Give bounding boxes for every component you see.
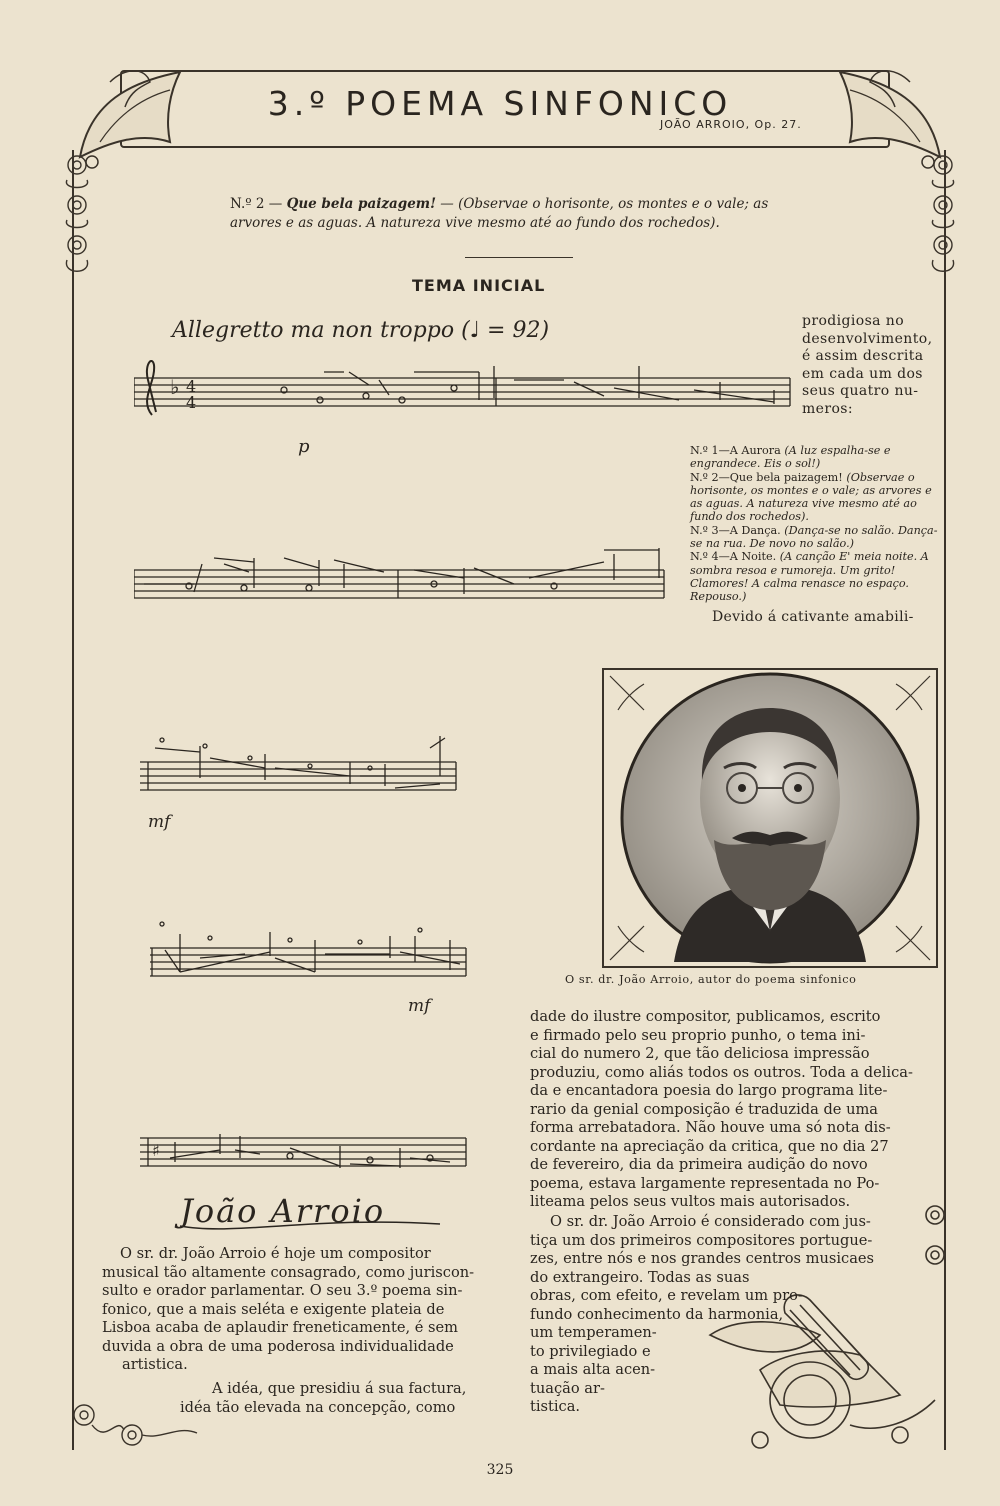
dynamic-mf-1: mf xyxy=(148,812,171,832)
text-line: fonico, que a mais seléta e exigente plateia de xyxy=(102,1300,445,1318)
text-line: obras, com efeito, e revelam um pro- xyxy=(530,1287,803,1304)
movement-list xyxy=(690,444,938,604)
text-line: de fevereiro, dia da primeira audição do novo xyxy=(530,1156,868,1173)
svg-text:♭: ♭ xyxy=(170,375,180,399)
devido-line: Devido á cativante amabili- xyxy=(712,609,914,625)
tempo-marking: Allegretto ma non troppo (♩ = 92) xyxy=(172,318,550,343)
text-line: Lisboa acaba de aplaudir freneticamente, é sem xyxy=(102,1319,458,1336)
divider xyxy=(465,257,573,258)
text-line: cordante na apreciação da critica, que no dia 27 xyxy=(530,1137,889,1155)
intro-number: N.º 2 — xyxy=(230,196,283,212)
portrait-photo xyxy=(604,670,936,966)
text-line: do extrangeiro. Todas as suas xyxy=(530,1268,750,1286)
text-line: cial do numero 2, que tão deliciosa impressão xyxy=(530,1045,870,1062)
text-line: O sr. dr. João Arroio é hoje um compositor xyxy=(120,1245,431,1262)
body-column-right xyxy=(530,1008,930,1212)
dynamic-mf-2: mf xyxy=(408,996,431,1016)
text-line: seus quatro nu- xyxy=(802,383,919,399)
portrait-caption: O sr. dr. João Arroio, autor do poema sinfonico xyxy=(565,973,857,986)
text-line: produziu, como aliás todos os outros. Toda a delica- xyxy=(530,1063,913,1081)
intro-name: Que bela paizagem! xyxy=(286,196,436,212)
text-line: a mais alta acen- xyxy=(530,1361,656,1378)
list-item: N.º 3—A Dança. (Dança-se no salão. Dança-se na rua. De novo no salão.) xyxy=(690,523,938,551)
signature-flourish-icon xyxy=(175,1216,445,1236)
music-staff-2 xyxy=(134,548,674,618)
list-item: N.º 2—Que bela paizagem! (Observae o horisonte, os montes e o vale; as arvores e as aguas. A natureza vive mesmo até ao fundo dos rochedos). xyxy=(690,470,932,524)
music-staff-1 xyxy=(134,360,794,440)
svg-text:4: 4 xyxy=(186,377,197,396)
flower-garland-right-icon xyxy=(928,150,958,290)
text-line: duvida a obra de uma poderosa individualidade xyxy=(102,1337,454,1355)
text-line: prodigiosa no xyxy=(802,313,905,329)
dynamic-p: p xyxy=(298,436,310,457)
body-column-right-2 xyxy=(530,1213,930,1417)
music-staff-5 xyxy=(140,1118,470,1188)
score-heading: TEMA INICIAL xyxy=(412,276,546,295)
text-line: tistica. xyxy=(530,1398,581,1415)
text-line: A idéa, que presidiu á sua factura, xyxy=(212,1380,467,1397)
intro-description: — (Observae o horisonte, os montes e o vale; as arvores e as aguas. A natureza vive mesmo até ao fundo dos rochedos). xyxy=(230,196,769,231)
list-item: N.º 1—A Aurora (A luz espalha-se e engrandece. Eis o sol!) xyxy=(690,444,891,471)
opus-label: JOÃO ARROIO, Op. 27. xyxy=(660,118,802,131)
text-line: sulto e orador parlamentar. O seu 3.º poema sin- xyxy=(102,1282,463,1299)
text-line: tuação ar- xyxy=(530,1379,605,1397)
text-line: poema, estava largamente representada no Po- xyxy=(530,1174,880,1192)
list-item: N.º 4—A Noite. (A canção E' meia noite. A sombra resoa e rumoreja. Um grito! Clamores! A calma renasce no espaço. Repouso.) xyxy=(690,550,929,604)
text-line: um temperamen- xyxy=(530,1324,657,1341)
body-column-left xyxy=(102,1245,498,1375)
text-line: artistica. xyxy=(122,1356,188,1373)
intro-text xyxy=(230,195,800,233)
text-line: rario da genial composição é traduzida de uma xyxy=(530,1100,879,1118)
text-line: desenvolvimento, xyxy=(802,330,933,347)
text-line: idéa tão elevada na concepção, como xyxy=(180,1398,456,1416)
text-line: em cada um dos xyxy=(802,365,923,382)
page-number: 325 xyxy=(486,1462,514,1478)
text-line: da e encantadora poesia do largo programa lite- xyxy=(530,1082,888,1099)
svg-text:4: 4 xyxy=(186,393,197,412)
music-staff-4 xyxy=(150,912,470,1002)
music-staff-3 xyxy=(140,728,460,818)
text-line: fundo conhecimento da harmonia, xyxy=(530,1305,784,1323)
text-line: O sr. dr. João Arroio é considerado com jus- xyxy=(550,1213,871,1230)
text-line: liteama pelos seus vultos mais autorisados. xyxy=(530,1193,851,1210)
text-line: dade do ilustre compositor, publicamos, escrito xyxy=(530,1008,881,1025)
page-title: 3.º POEMA SINFONICO xyxy=(267,84,733,123)
text-line: musical tão altamente consagrado, como juriscon- xyxy=(102,1263,475,1281)
svg-text:♯: ♯ xyxy=(152,1141,160,1160)
text-line: zes, entre nós e nos grandes centros musicaes xyxy=(530,1250,875,1267)
right-column-intro xyxy=(802,313,936,418)
text-line: e firmado pelo seu proprio punho, o tema ini- xyxy=(530,1026,866,1044)
text-line: meros: xyxy=(802,400,853,417)
composer-signature: João Arroio xyxy=(180,1192,386,1230)
text-line: tiça um dos primeiros compositores portugue- xyxy=(530,1231,873,1249)
body-column-left-2 xyxy=(180,1380,498,1417)
text-line: forma arrebatadora. Não houve uma só nota dis- xyxy=(530,1119,891,1136)
flower-garland-left-icon xyxy=(62,150,92,290)
text-line: é assim descrita xyxy=(802,348,924,364)
text-line: to privilegiado e xyxy=(530,1342,651,1360)
